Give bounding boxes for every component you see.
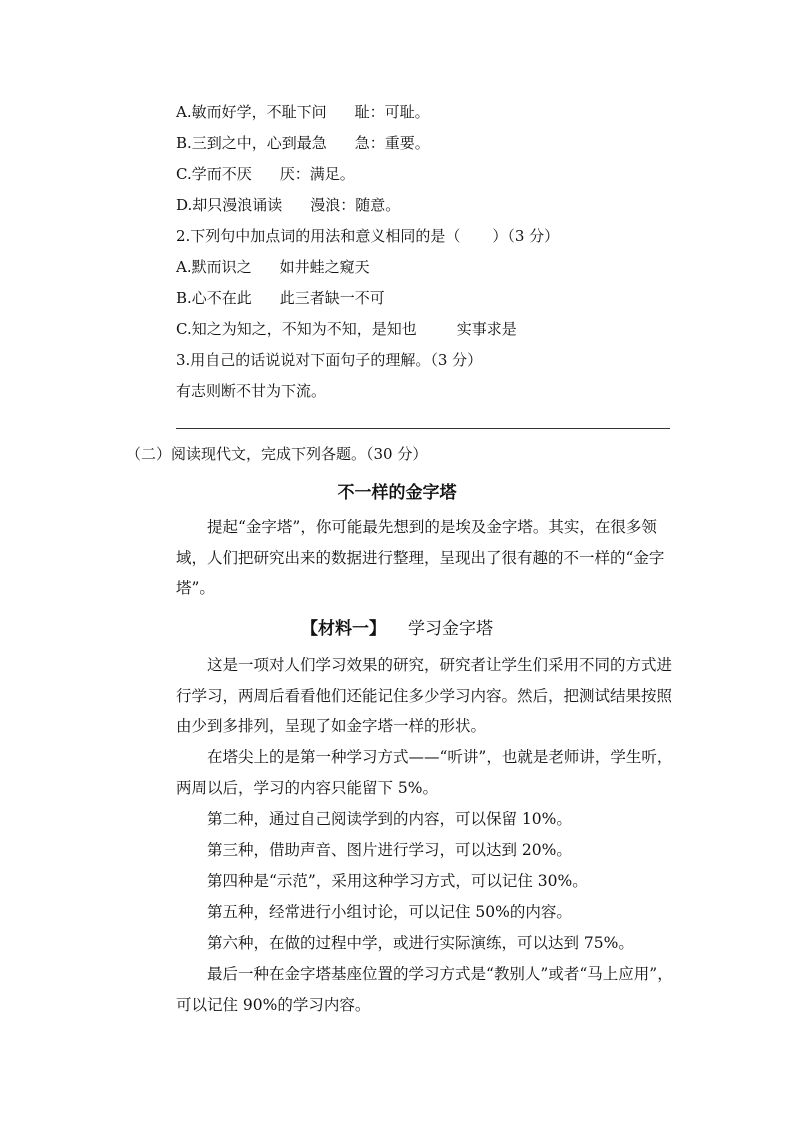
q2-stem-before: 2.下列句中加点词的用法和意义相同的是（ [176,227,461,245]
option-text: B.三到之中，心到最急 [176,134,327,152]
article-title: 不一样的金字塔 [337,483,457,503]
material-label: 【材料一】 [301,619,386,639]
q2-option-a [176,257,370,277]
q2-stem-after: ）（3 分） [492,227,560,245]
material-heading [0,618,794,640]
q1-option-a [176,102,430,122]
material-paragraph-3: 第二种，通过自己阅读学到的内容，可以保留 10%。 [207,810,572,828]
material-paragraph-8: 最后一种在金字塔基座位置的学习方式是“教别人”或者“马上应用”，可以记住 90%的学习内容。 [176,965,673,1014]
option-left: C.知之为知之，不知为不知，是知也 [176,320,417,338]
intro-paragraph: 提起“金字塔”，你可能最先想到的是埃及金字塔。其实，在很多领域，人们把研究出来的数据进行整理，呈现出了很有趣的不一样的“金字塔”。 [176,518,665,598]
option-text: C.学而不厌 [176,165,252,183]
q2-stem [176,226,559,246]
answer-line[interactable] [176,428,670,429]
material-paragraph-6: 第五种，经常进行小组讨论，可以记住 50%的内容。 [207,903,572,921]
q1-option-b [176,133,430,153]
q1-option-d [176,195,400,215]
option-gloss: 耻：可耻。 [354,103,430,121]
option-right: 实事求是 [456,320,517,338]
option-gloss: 急：重要。 [354,134,430,152]
option-left: B.心不在此 [176,289,252,307]
q1-option-c [176,164,355,184]
q3-quote: 有志则断不甘为下流。 [176,382,327,400]
material-paragraph-2: 在塔尖上的是第一种学习方式——“听讲”，也就是老师讲，学生听，两周以后，学习的内容只能留下 5%。 [176,748,673,797]
q3-stem: 3.用自己的话说说对下面句子的理解。（3 分） [176,351,483,369]
option-right: 如井蛙之窥天 [279,258,370,276]
material-paragraph-5: 第四种是“示范”，采用这种学习方式，可以记住 30%。 [207,872,588,890]
q2-option-c [176,319,517,339]
option-text: A.敏而好学，不耻下问 [176,103,327,121]
option-gloss: 漫浪：随意。 [310,196,401,214]
option-left: A.默而识之 [176,258,252,276]
q2-option-b [176,288,385,308]
section-heading: （二）阅读现代文，完成下列各题。（30 分） [126,445,428,463]
material-paragraph-7: 第六种，在做的过程中学，或进行实际演练，可以达到 75%。 [207,934,634,952]
option-right: 此三者缺一不可 [279,289,385,307]
material-paragraph-1: 这是一项对人们学习效果的研究，研究者让学生们采用不同的方式进行学习，两周后看看他们还能记住多少学习内容。然后，把测试结果按照由少到多排列，呈现了如金字塔一样的形状。 [176,656,673,736]
material-paragraph-4: 第三种，借助声音、图片进行学习，可以达到 20%。 [207,841,572,859]
material-title: 学习金字塔 [408,619,493,639]
option-text: D.却只漫浪诵读 [176,196,283,214]
option-gloss: 厌：满足。 [279,165,355,183]
